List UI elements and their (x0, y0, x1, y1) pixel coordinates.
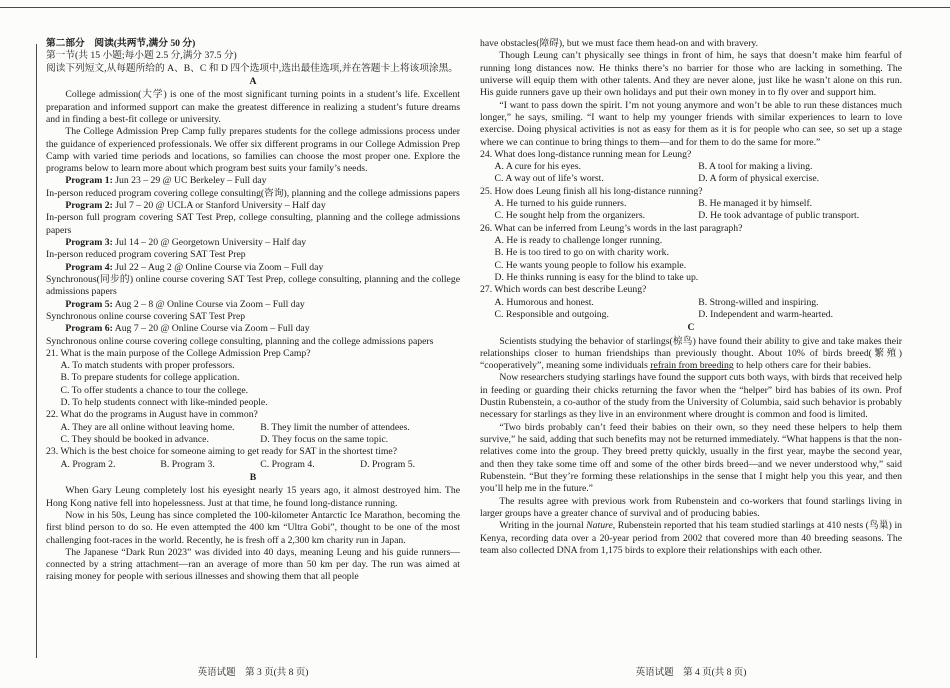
question-27-options-row-2 (480, 309, 902, 321)
question-25-option-d: D. He took advantage of public transport. (698, 210, 860, 222)
page-top-rule (0, 7, 950, 8)
program-3-label: Program 3: (65, 237, 113, 248)
question-23-option-d: D. Program 5. (360, 458, 416, 470)
passage-c-underlined-phrase: refrain from breeding (650, 360, 734, 372)
question-23-option-b: B. Program 3. (160, 458, 215, 470)
question-25-stem: 25. How does Leung finish all his long-distance running? (480, 185, 703, 197)
passage-c-para-3: “Two birds probably can’t feed their babies on their own, so they need these helpers to help them survive,” he said, adding that such benefits may not be returned immediately. “What happens is that the non-relatives come into the group. They breed pretty quickly, usually in the first year, maybe the second year, and then they take some time off and some of the other birds breed—and we never understood why,” said Rubenstein. “But they’re forming these relationships in the sense that I might help you this year, and then you’ll help me in the future.” (480, 421, 902, 495)
question-22-option-b: B. They limit the number of attendees. (260, 421, 410, 433)
question-25-option-a: A. He turned to his guide runners. (494, 198, 627, 210)
question-23-option-a: A. Program 2. (60, 458, 116, 470)
question-23-stem: 23. Which is the best choice for someone aiming to get ready for SAT in the shortest time? (46, 446, 397, 458)
program-1-title (46, 175, 460, 187)
question-21-stem: 21. What is the main purpose of the College Admission Prep Camp? (46, 347, 311, 359)
question-24-option-a: A. A cure for his eyes. (494, 161, 581, 173)
section-heading: 第一节(共 15 小题;每小题 2.5 分,满分 37.5 分) (46, 50, 237, 62)
program-2-desc: In-person full program covering SAT Test Prep, college consulting, planning and the college admissions papers (46, 212, 460, 236)
passage-b-para-3-continued: have obstacles(障碍), but we must face them head-on and with bravery. (480, 38, 759, 49)
question-22-option-c: C. They should be booked in advance. (60, 434, 209, 445)
question-23-option-c: C. Program 4. (260, 458, 315, 470)
question-25-options-row-2 (480, 210, 902, 222)
passage-a-label: A (249, 75, 257, 87)
question-27-option-a: A. Humorous and honest. (494, 296, 594, 308)
passage-c-label: C (687, 322, 695, 334)
passage-c-para-4: The results agree with previous work from Rubenstein and co-workers that found starlings living in larger groups have a greater chance of survival and of producing babies. (480, 495, 902, 519)
program-6-title (46, 323, 460, 335)
program-2-time: Jul 7 – 20 @ UCLA or Stanford University – Half day (112, 200, 326, 212)
question-26-option-c: C. He wants young people to follow his example. (494, 259, 687, 271)
passage-b-para-5: “I want to pass down the spirit. I’m not young anymore and won’t be able to run these distances much longer,” he says, smiling. “I want to help my younger friends with similar experiences to learn to love exercise. Doing physical activities is not as easy for them as it is for people who can see, so set up a stage where we can continue to bring things to them—and for them to do the same for more.” (480, 99, 902, 148)
left-page-footer: 英语试题 第 3 页(共 8 页) (197, 668, 309, 678)
question-24-options-row-1 (480, 161, 902, 173)
question-24-stem: 24. What does long-distance running mean for Leung? (480, 148, 692, 160)
passage-c-para-1-post: to help others care for their babies. (733, 360, 871, 372)
question-24-option-b: B. A tool for making a living. (698, 161, 813, 173)
program-6-time: Aug 7 – 20 @ Online Course via Zoom – Full day (112, 323, 310, 335)
program-3-time: Jul 14 – 20 @ Georgetown University – Half day (112, 237, 307, 248)
passage-c-para-5-post: , Rubenstein reported that his team studied starlings at 410 nests (鸟巢) in Kenya, recording data over a 20-year period from 2002 that covered more than 40 breeding seasons. The team also collected DNA from 1,175 birds to explore their relationships with each other. (480, 520, 903, 556)
question-26-option-d: D. He thinks running is easy for the blind to take up. (494, 271, 699, 283)
question-21-option-b: B. To prepare students for college application. (60, 372, 240, 384)
question-21-option-d: D. To help students connect with like-minded people. (60, 397, 268, 409)
passage-b-para-4: Though Leung can’t physically see things in front of him, he says that doesn’t make him fearful of running long distances now. He thinks there’s no barrier for those who are lacking in something. The universe will equip them with other talents. And they are never alone, just like he wasn’t alone on this run. His guide runners gave up their own holidays and put their own money in to fly over and support him. (480, 50, 902, 99)
question-22-options-row-1 (46, 422, 460, 434)
program-3-title (46, 237, 460, 249)
program-1-time: Jun 23 – 29 @ UC Berkeley – Full day (112, 175, 267, 187)
question-22-options-row-2 (46, 434, 460, 446)
program-4-time: Jul 22 – Aug 2 @ Online Course via Zoom – Full day (112, 261, 324, 273)
program-5-time: Aug 2 – 8 @ Online Course via Zoom – Full day (112, 298, 305, 310)
program-2-title (46, 200, 460, 212)
question-24-options-row-2 (480, 173, 902, 185)
question-24-option-c: C. A way out of life’s worst. (494, 173, 604, 185)
question-24-option-d: D. A form of physical exercise. (698, 173, 820, 185)
question-21-option-a: A. To match students with proper professors. (60, 360, 235, 372)
passage-b-para-1: When Gary Leung completely lost his eyesight nearly 15 years ago, it almost destroyed him. The Hong Kong native fell into hopelessness. Just at that time, he found long-distance running. (46, 485, 460, 509)
part-heading: 第二部分 阅读(共两节,满分 50 分) (46, 38, 196, 49)
question-21-option-c: C. To offer students a chance to tour the college. (60, 384, 249, 396)
question-26-option-a: A. He is ready to challenge longer running. (494, 235, 663, 246)
question-25-option-c: C. He sought help from the organizers. (494, 210, 646, 222)
right-page-footer: 英语试题 第 4 页(共 8 页) (635, 668, 747, 678)
page-left-rule (36, 44, 37, 658)
question-22-option-a: A. They are all online without leaving home. (60, 421, 235, 433)
question-23-options-row (46, 459, 460, 471)
question-26-stem: 26. What can be inferred from Leung’s words in the last paragraph? (480, 222, 743, 234)
program-6-desc: Synchronous online course covering college consulting, planning and the college admissions papers (46, 335, 434, 347)
program-5-title (46, 299, 460, 311)
passage-b-para-2: Now in his 50s, Leung has since completed the 100-kilometer Antarctic Ice Marathon, becoming the first blind person to do so. He even attempted the 400 km “Ultra Gobi”, thought to be one of the most challenging foot-races in the world. Recently, he is fresh off a 2,300 km charity run in Japan. (46, 509, 460, 546)
question-25-option-b: B. He managed it by himself. (698, 198, 813, 210)
passage-b-label: B (249, 471, 257, 483)
question-27-stem: 27. Which words can best describe Leung? (480, 284, 647, 296)
right-page-column (480, 38, 902, 557)
passage-c-para-1-pre: Scientists studying the behavior of starlings(椋鸟) have found their ability to give and take makes their relationships closer to human friendships than previously thought. About 10% of birds breed(繁殖) “cooperatively”, meaning some individuals (480, 335, 902, 372)
question-26-option-b: B. He is too tired to go on with charity work. (494, 247, 669, 259)
program-5-label: Program 5: (65, 298, 113, 310)
program-2-label: Program 2: (65, 200, 113, 212)
question-27-option-b: B. Strong-willed and inspiring. (698, 296, 819, 308)
program-1-desc: In-person reduced program covering college consulting(咨询), planning and the college admissions papers (46, 187, 460, 199)
question-27-option-d: D. Independent and warm-hearted. (698, 308, 834, 320)
left-page-column (46, 38, 460, 584)
question-27-option-c: C. Responsible and outgoing. (494, 308, 609, 320)
program-1-label: Program 1: (65, 175, 113, 187)
passage-a-para-1: College admission(大学) is one of the most significant turning points in a student’s life. Excellent preparation and informed support can make the greatest difference in realizing a student’s future dreams and in finding a best-fit college or university. (46, 89, 460, 125)
passage-b-para-3: The Japanese “Dark Run 2023” was divided into 40 days, meaning Leung and his guide runners—connected by a string attachment—ran an average of more than 50 km per day. The run was aimed at raising money for people with serious illnesses and showing them that all people (46, 546, 460, 583)
question-25-options-row-1 (480, 198, 902, 210)
journal-name: Nature (586, 520, 613, 532)
program-4-title (46, 262, 460, 274)
program-4-label: Program 4: (65, 261, 113, 273)
program-4-desc: Synchronous(同步的) online course covering SAT Test Prep, college consulting, planning and the college admissions papers (46, 273, 460, 298)
passage-c-para-5-pre: Writing in the journal (499, 520, 587, 532)
program-3-desc: In-person reduced program covering SAT Test Prep (46, 249, 246, 261)
passage-a-para-2: The College Admission Prep Camp fully prepares students for the college admissions process under the guidance of experienced professionals. We offer six different programs in our College Admission Prep Camp with varied time periods and locations, so families can choose the most proper one. Explore the programs below to learn more about which program best suits your family’s needs. (46, 126, 460, 175)
program-6-label: Program 6: (65, 323, 113, 335)
passage-c-para-5 (480, 520, 902, 557)
passage-c-para-1 (480, 336, 902, 373)
instruction-text: 阅读下列短文,从每题所给的 A、B、C 和 D 四个选项中,选出最佳选项,并在答题卡上将该项涂黑。 (46, 62, 458, 74)
question-22-option-d: D. They focus on the same topic. (260, 434, 389, 445)
passage-c-para-2: Now researchers studying starlings have found the support cuts both ways, with birds that received help in feeding or guarding their chicks returning the favor when the “helper” bird has babies of its own. Prof Dustin Rubenstein, a co-author of the study from the University of Columbia, said such behavior is probably necessary for starlings as they live in an environment where drought is common and food is limited. (480, 372, 902, 421)
question-27-options-row-1 (480, 297, 902, 309)
question-22-stem: 22. What do the programs in August have in common? (46, 409, 258, 421)
program-5-desc: Synchronous online course covering SAT Test Prep (46, 310, 246, 322)
